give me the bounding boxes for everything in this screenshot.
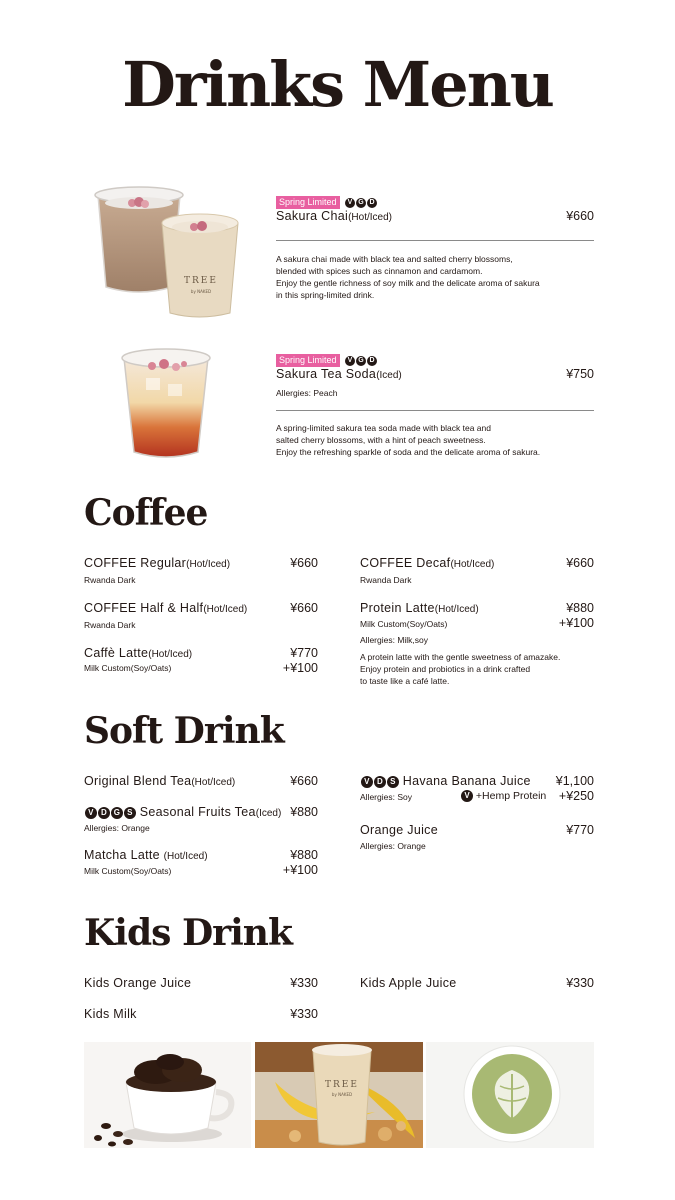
coffee-half-name: COFFEE Half & Half(Hot/Iced) [84, 601, 248, 615]
section-title-kids-drink: Kids Drink [84, 912, 292, 954]
havana-banana-juice-name: V D S Havana Banana Juice [360, 774, 531, 788]
section-title-soft-drink: Soft Drink [84, 710, 284, 752]
hemp-protein-price: +¥250 [558, 789, 594, 803]
sakura-chai-name: Sakura Chai(Hot/Iced) [276, 209, 392, 223]
dairy-free-icon: D [367, 198, 377, 208]
orange-juice-allergies: Allergies: Orange [360, 841, 426, 851]
seasonal-fruits-tea-name: V D G S Seasonal Fruits Tea(Iced) [84, 805, 281, 819]
gluten-free-icon: G [356, 356, 366, 366]
svg-text:by NAKED: by NAKED [331, 1092, 353, 1097]
coffee-regular-price: ¥660 [290, 556, 318, 570]
sakura-chai-photo [92, 175, 242, 320]
seasonal-fruits-tea-price: ¥880 [290, 805, 318, 819]
gluten-free-icon: G [111, 807, 123, 819]
sakura-tea-soda-description: A spring-limited sakura tea soda made with black tea and salted cherry blossoms, with a hint of peach sweetness. Enjoy the refreshing sparkle of soda and the delicate aroma of sakura. [276, 423, 541, 457]
matcha-latte-price: ¥880 [290, 848, 318, 862]
banana-juice-photo [255, 1042, 423, 1148]
original-blend-tea-price: ¥660 [290, 774, 318, 788]
divider [276, 240, 594, 241]
coffee-decaf-price: ¥660 [566, 556, 594, 570]
cup-logo-text: TREE [184, 276, 218, 286]
original-blend-tea-name: Original Blend Tea(Hot/Iced) [84, 774, 236, 788]
caffe-latte-name: Caffè Latte(Hot/Iced) [84, 646, 193, 660]
coffee-decaf-origin: Rwanda Dark [360, 575, 412, 585]
kids-orange-juice-price: ¥330 [290, 976, 318, 990]
divider [276, 410, 594, 411]
sugar-free-icon: S [387, 776, 399, 788]
vegan-icon: V [345, 356, 355, 366]
svg-text:TREE: TREE [325, 1080, 359, 1090]
dairy-free-icon: D [367, 356, 377, 366]
coffee-regular-origin: Rwanda Dark [84, 575, 136, 585]
protein-latte-milk: Milk Custom(Soy/Oats) [360, 619, 448, 629]
coffee-half-origin: Rwanda Dark [84, 620, 136, 630]
caffe-latte-extra: +¥100 [282, 661, 318, 675]
seasonal-fruits-tea-allergies: Allergies: Orange [84, 823, 150, 833]
havana-banana-juice-allergies: Allergies: Soy [360, 792, 412, 802]
matcha-latte-milk: Milk Custom(Soy/Oats) [84, 866, 172, 876]
protein-latte-allergies: Allergies: Milk,soy [360, 635, 429, 645]
section-title-coffee: Coffee [84, 492, 208, 534]
kids-milk-price: ¥330 [290, 1007, 318, 1021]
coffee-regular-name: COFFEE Regular(Hot/Iced) [84, 556, 231, 570]
sugar-free-icon: S [124, 807, 136, 819]
coffee-half-price: ¥660 [290, 601, 318, 615]
page-title: Drinks Menu [122, 48, 553, 121]
protein-latte-name: Protein Latte(Hot/Iced) [360, 601, 479, 615]
kids-orange-juice-name: Kids Orange Juice [84, 976, 192, 990]
havana-banana-juice-price: ¥1,100 [555, 774, 594, 788]
orange-juice-price: ¥770 [566, 823, 594, 837]
sakura-tea-soda-allergies: Allergies: Peach [276, 388, 338, 398]
coffee-beans-photo [84, 1042, 251, 1148]
spring-limited-badge: Spring Limited [276, 196, 340, 209]
sakura-tea-soda-price: ¥750 [566, 367, 594, 381]
matcha-latte-photo [426, 1042, 594, 1148]
sakura-chai-description: A sakura chai made with black tea and salted cherry blossoms, blended with spices such as cinnamon and cardamom. Enjoy the gentle richness of soy milk and the delicate aroma of sakura in this spring-limited drink. [276, 254, 540, 300]
spring-limited-badge: Spring Limited [276, 354, 340, 367]
sakura-tea-soda-name: Sakura Tea Soda(Iced) [276, 367, 402, 381]
vegan-icon: V [461, 790, 473, 802]
kids-milk-name: Kids Milk [84, 1007, 137, 1021]
protein-latte-extra: +¥100 [558, 616, 594, 630]
sakura-chai-price: ¥660 [566, 209, 594, 223]
kids-apple-juice-price: ¥330 [566, 976, 594, 990]
caffe-latte-milk: Milk Custom(Soy/Oats) [84, 663, 172, 673]
vegan-icon: V [345, 198, 355, 208]
protein-latte-price: ¥880 [566, 601, 594, 615]
dairy-free-icon: D [374, 776, 386, 788]
sakura-tea-soda-photo [118, 340, 214, 462]
protein-latte-description: A protein latte with the gentle sweetness of amazake. Enjoy protein and probiotics in a drink crafted to taste like a café latte. [360, 652, 561, 686]
matcha-latte-extra: +¥100 [282, 863, 318, 877]
caffe-latte-price: ¥770 [290, 646, 318, 660]
vegan-icon: V [85, 807, 97, 819]
orange-juice-name: Orange Juice [360, 823, 438, 837]
hemp-protein-addon: V +Hemp Protein [460, 790, 546, 802]
matcha-latte-name: Matcha Latte (Hot/Iced) [84, 848, 208, 862]
coffee-decaf-name: COFFEE Decaf(Hot/Iced) [360, 556, 495, 570]
vegan-icon: V [361, 776, 373, 788]
gluten-free-icon: G [356, 198, 366, 208]
kids-apple-juice-name: Kids Apple Juice [360, 976, 457, 990]
svg-text:by NAKED: by NAKED [190, 289, 212, 294]
dairy-free-icon: D [98, 807, 110, 819]
